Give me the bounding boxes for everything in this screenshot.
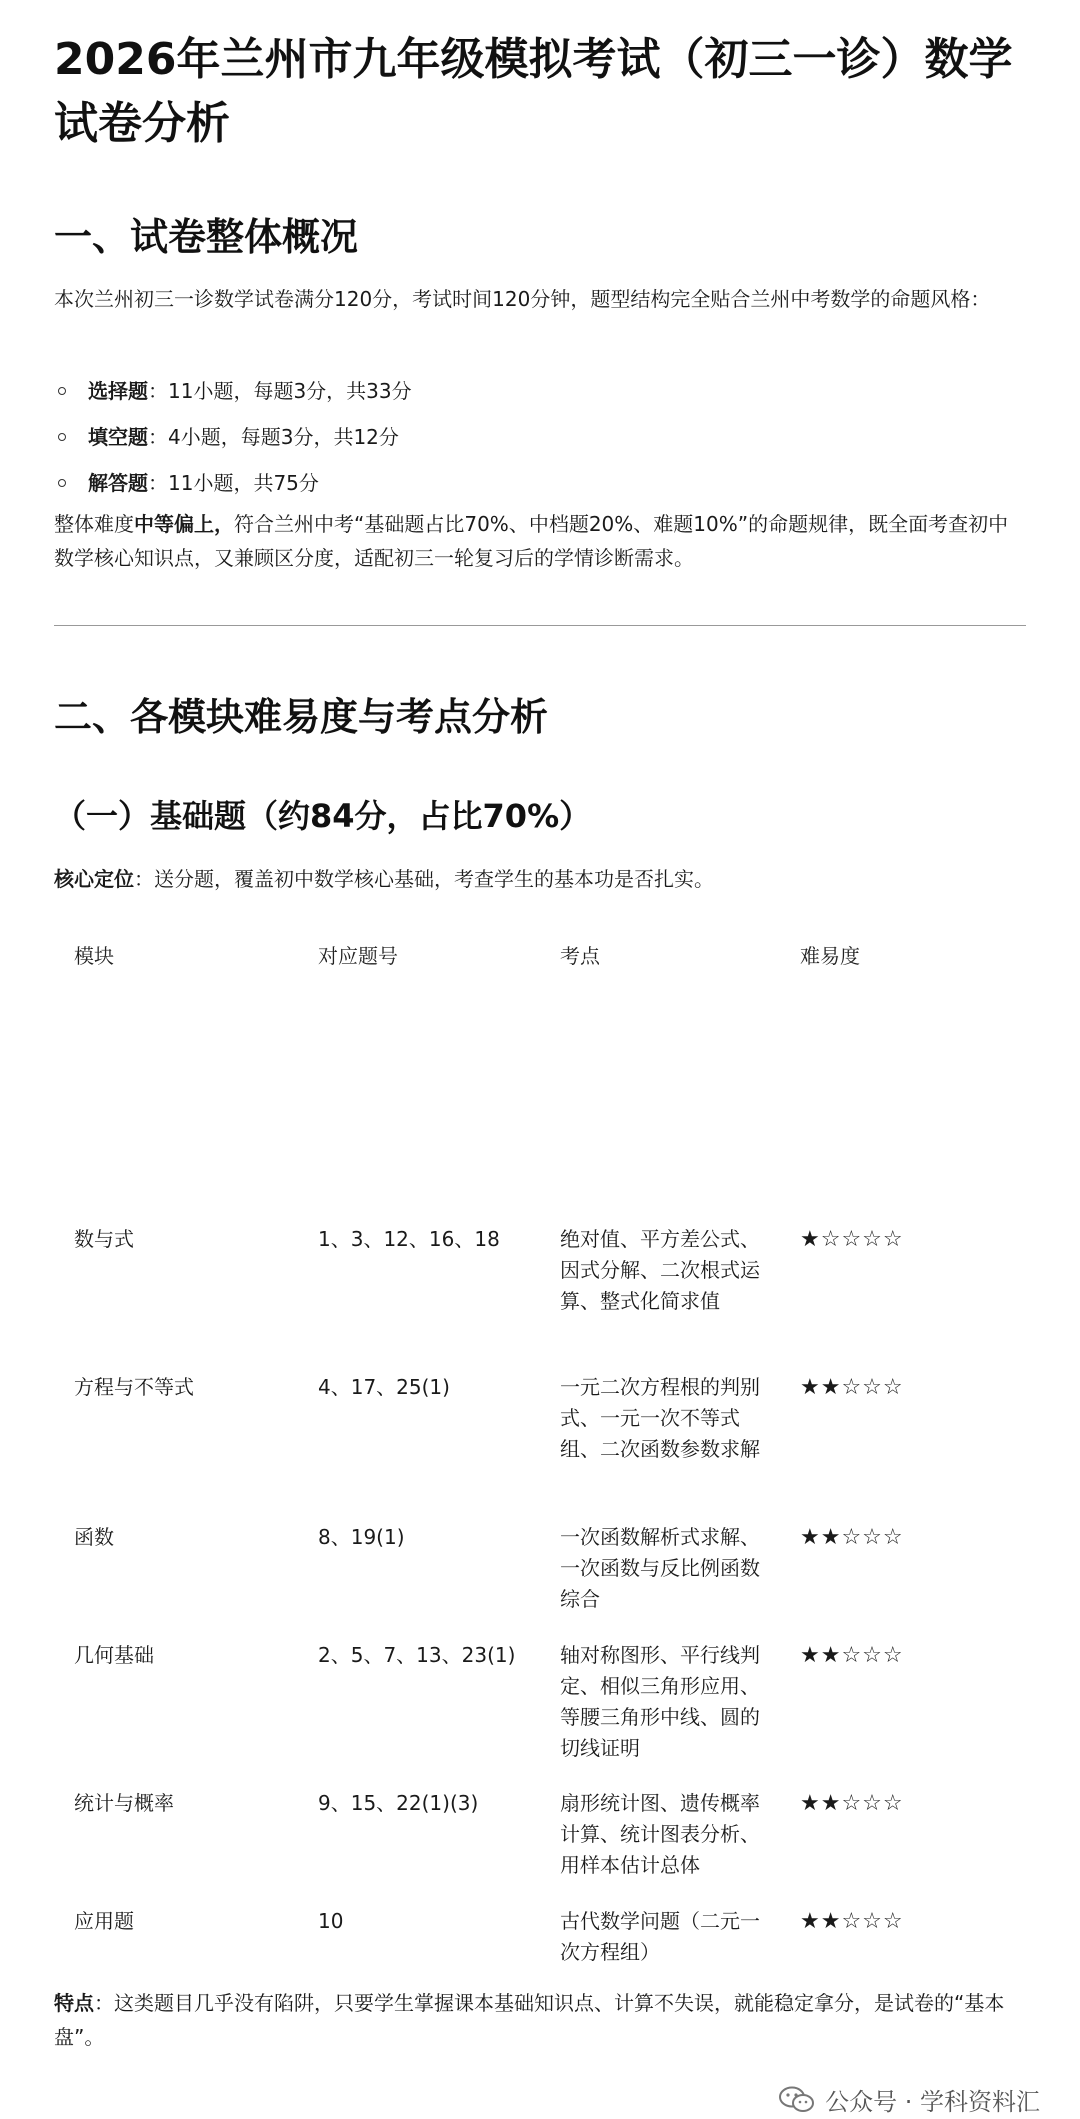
- table-header-points: 考点: [560, 944, 600, 968]
- item-text: ：11小题，共75分: [148, 471, 319, 495]
- cell-module: 数与式: [74, 1227, 134, 1251]
- list-item: [58, 368, 958, 414]
- difficulty-summary: [54, 507, 1024, 575]
- subsection-heading: （一）基础题（约84分，占比70%）: [54, 797, 592, 835]
- cell-numbers: 1、3、12、16、18: [318, 1227, 500, 1251]
- difficulty-prefix: 整体难度: [54, 512, 134, 536]
- list-item: [58, 460, 958, 506]
- cell-module: 几何基础: [74, 1643, 154, 1667]
- bullet-icon: [58, 433, 66, 441]
- cell-difficulty-stars: ★★☆☆☆: [800, 1909, 904, 1934]
- cell-difficulty-stars: ★★☆☆☆: [800, 1791, 904, 1816]
- item-label: 填空题: [88, 425, 148, 449]
- core-label: 核心定位: [54, 867, 134, 891]
- cell-numbers: 4、17、25(1): [318, 1375, 450, 1399]
- cell-module: 方程与不等式: [74, 1375, 194, 1399]
- section2-heading: 二、各模块难易度与考点分析: [54, 695, 549, 739]
- watermark: [779, 2082, 1040, 2117]
- cell-module: 函数: [74, 1525, 114, 1549]
- cell-difficulty-stars: ★★☆☆☆: [800, 1643, 904, 1668]
- cell-points: 一次函数解析式求解、一次函数与反比例函数综合: [560, 1525, 760, 1611]
- cell-module: 统计与概率: [74, 1791, 174, 1815]
- cell-points: 古代数学问题（二元一次方程组）: [560, 1909, 760, 1964]
- cell-difficulty-stars: ★☆☆☆☆: [800, 1227, 904, 1252]
- difficulty-level: 中等偏上，: [134, 512, 234, 536]
- cell-difficulty-stars: ★★☆☆☆: [800, 1525, 904, 1550]
- core-text: ：送分题，覆盖初中数学核心基础，考查学生的基本功是否扎实。: [134, 867, 714, 891]
- page-title: 2026年兰州市九年级模拟考试（初三一诊）数学试卷分析: [54, 34, 1013, 149]
- cell-points: 扇形统计图、遗传概率计算、统计图表分析、用样本估计总体: [560, 1791, 760, 1877]
- item-text: ：4小题，每题3分，共12分: [148, 425, 399, 449]
- cell-numbers: 2、5、7、13、23(1): [318, 1643, 516, 1667]
- cell-module: 应用题: [74, 1909, 134, 1933]
- cell-numbers: 8、19(1): [318, 1525, 405, 1549]
- feature-label: 特点: [54, 1991, 94, 2015]
- bullet-icon: [58, 479, 66, 487]
- item-label: 解答题: [88, 471, 148, 495]
- watermark-text: 公众号 · 学科资料汇: [825, 2088, 1040, 2116]
- table-header-numbers: 对应题号: [318, 944, 398, 968]
- feature-note: [54, 1986, 1024, 2054]
- core-positioning: [54, 862, 1024, 896]
- table-header-module: 模块: [74, 944, 114, 968]
- cell-numbers: 10: [318, 1909, 344, 1933]
- cell-points: 一元二次方程根的判别式、一元一次不等式组、二次函数参数求解: [560, 1375, 760, 1461]
- wechat-icon: [779, 2086, 815, 2114]
- difficulty-detail: 符合兰州中考“基础题占比70%、中档题20%、难题10%”的命题规律，既全面考查初中数学核心知识点，又兼顾区分度，适配初三一轮复习后的学情诊断需求。: [54, 512, 1009, 570]
- question-type-list: [58, 368, 958, 506]
- section-divider: [54, 625, 1026, 626]
- cell-difficulty-stars: ★★☆☆☆: [800, 1375, 904, 1400]
- feature-text: ：这类题目几乎没有陷阱，只要学生掌握课本基础知识点、计算不失误，就能稳定拿分，是试卷的“基本盘”。: [54, 1991, 1005, 2049]
- list-item: [58, 414, 958, 460]
- cell-points: 绝对值、平方差公式、因式分解、二次根式运算、整式化简求值: [560, 1227, 760, 1313]
- section1-heading: 一、试卷整体概况: [54, 215, 359, 259]
- bullet-icon: [58, 387, 66, 395]
- table-header-difficulty: 难易度: [800, 944, 860, 968]
- cell-points: 轴对称图形、平行线判定、相似三角形应用、等腰三角形中线、圆的切线证明: [560, 1643, 760, 1760]
- cell-numbers: 9、15、22(1)(3): [318, 1791, 479, 1815]
- item-label: 选择题: [88, 379, 148, 403]
- item-text: ：11小题，每题3分，共33分: [148, 379, 412, 403]
- section1-intro: 本次兰州初三一诊数学试卷满分120分，考试时间120分钟，题型结构完全贴合兰州中考数学的命题风格：: [54, 287, 991, 311]
